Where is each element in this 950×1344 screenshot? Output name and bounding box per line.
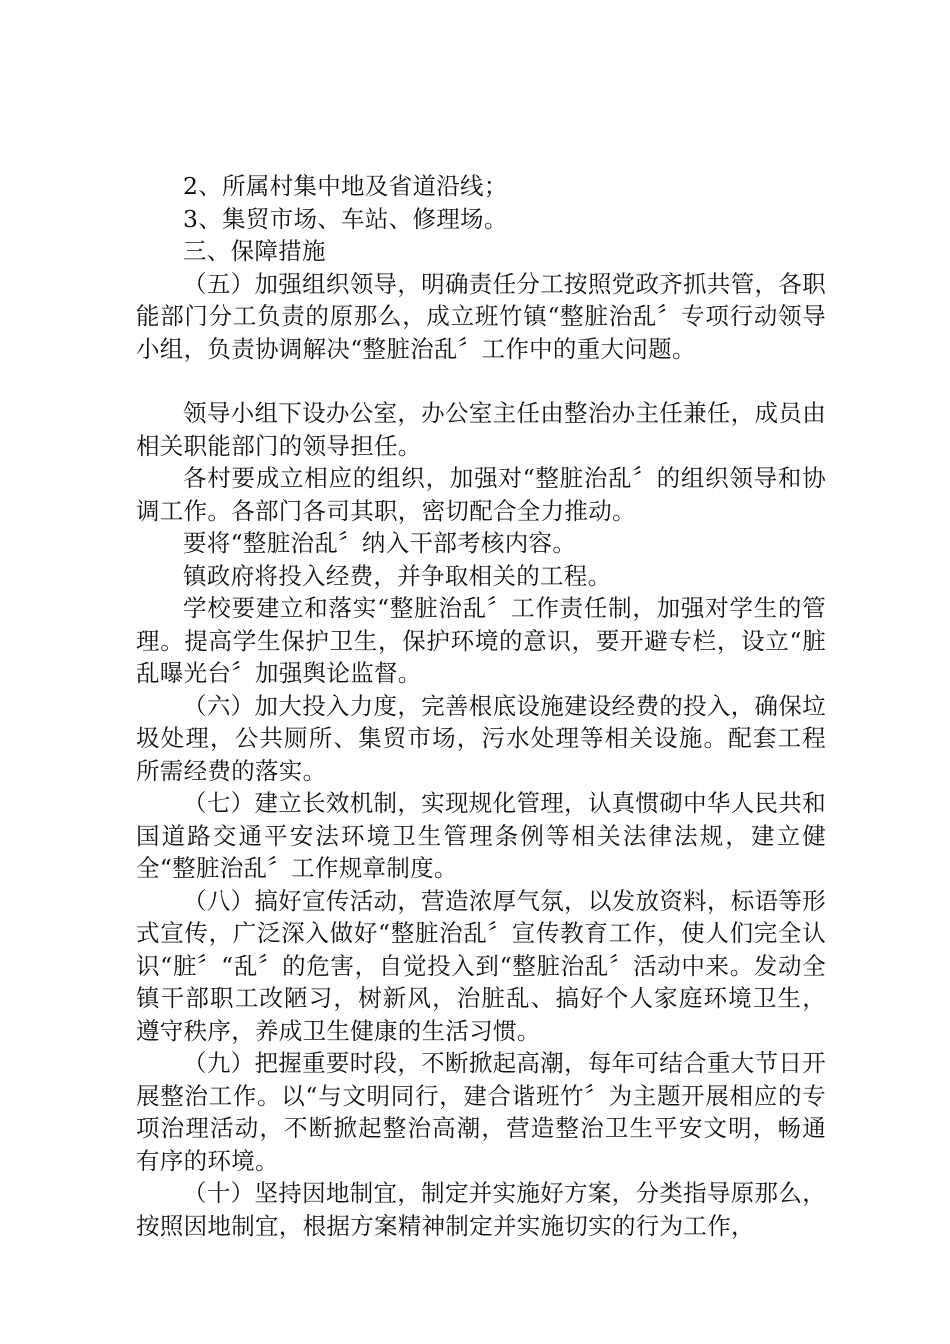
paragraph-assessment: 要将“整脏治乱〞纳入干部考核内容。: [183, 529, 577, 557]
paragraph-5: （五）加强组织领导，明确责任分工按照党政齐抓共管，各职能部门分工负责的原那么，成立班竹镇“整脏治乱〞专项行动领导小组，负责协调解决“整脏治乱〞工作中的重大问题。: [136, 269, 826, 363]
section-heading: 三、保障措施: [183, 237, 326, 265]
list-item-2: 2、所属村集中地及省道沿线；: [183, 172, 508, 200]
list-item-3: 3、集贸市场、车站、修理场。: [183, 204, 508, 233]
paragraph-6: （六）加大投入力度，完善根底设施建设经费的投入，确保垃圾处理，公共厕所、集贸市场，污水处理等相关设施。配套工程所需经费的落实。: [136, 691, 826, 785]
document-body: [136, 170, 826, 1242]
paragraph-funding: 镇政府将投入经费，并争取相关的工程。: [183, 561, 612, 590]
paragraph-9: （九）把握重要时段，不断掀起高潮，每年可结合重大节日开展整治工作。以“与文明同行，建合谐班竹〞为主题开展相应的专项治理活动，不断掀起整治高潮，营造整治卫生平安文明，畅通有序的环境。: [136, 1049, 826, 1175]
paragraph-villages: 各村要成立相应的组织，加强对“整脏治乱〞的组织领导和协调工作。各部门各司其职，密切配合全力推动。: [136, 464, 826, 525]
paragraph-office: 领导小组下设办公室，办公室主任由整治办主任兼任，成员由相关职能部门的领导担任。: [136, 399, 826, 460]
paragraph-10: （十）坚持因地制宜，制定并实施好方案，分类指导原那么，按照因地制宜，根据方案精神制定并实施切实的行为工作，: [136, 1179, 826, 1240]
paragraph-schools: 学校要建立和落实“整脏治乱〞工作责任制，加强对学生的管理。提高学生保护卫生，保护环境的意识，要开避专栏，设立“脏乱曝光台〞加强舆论监督。: [136, 594, 826, 687]
paragraph-8: （八）搞好宣传活动，营造浓厚气氛，以发放资料，标语等形式宣传，广泛深入做好“整脏治乱〞宣传教育工作，使人们完全认识“脏〞“乱〞的危害，自觉投入到“整脏治乱〞活动中来。发动全镇干部职工改陋习，树新风，治脏乱、搞好个人家庭环境卫生，遵守秩序，养成卫生健康的生活习惯。: [136, 886, 826, 1045]
paragraph-7: （七）建立长效机制，实现规化管理，认真惯砌中华人民共和国道路交通平安法环境卫生管理条例等相关法律法规，建立健全“整脏治乱〞工作规章制度。: [136, 789, 826, 882]
